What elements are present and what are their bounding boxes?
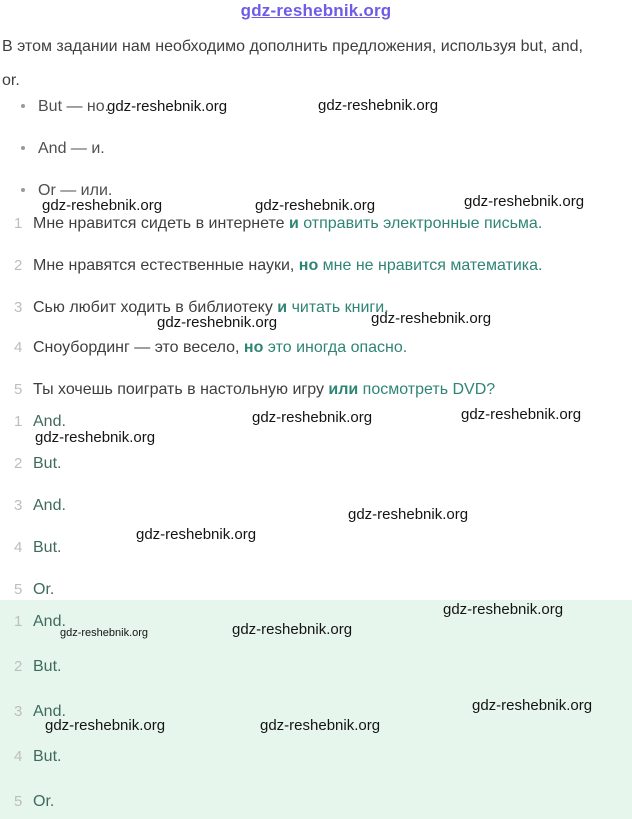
glossary-text: But — но. (38, 98, 110, 115)
answer-number: 3 (14, 497, 23, 514)
highlighted-answer-row (14, 793, 628, 811)
answer-row (14, 455, 628, 473)
task-number: 1 (14, 215, 23, 232)
task-row (14, 381, 628, 399)
task-text-post: отправить электронные письма. (298, 215, 543, 232)
answer-text: And. (33, 413, 66, 430)
bullet-icon (21, 104, 25, 108)
answer-row (14, 539, 628, 557)
task-text-pre: Мне нравится сидеть в интернете (33, 215, 289, 232)
answer-row (14, 581, 628, 599)
watermark-text: gdz-reshebnik.org (136, 526, 257, 543)
watermark-text: gdz-reshebnik.org (464, 193, 585, 210)
site-logo-link[interactable]: gdz-reshebnik.org (240, 1, 392, 20)
glossary-item (21, 98, 109, 116)
watermark-text: gdz-reshebnik.org (252, 409, 373, 426)
watermark-text: gdz-reshebnik.org (443, 601, 564, 618)
answer-number: 2 (14, 658, 23, 675)
watermark-text: gdz-reshebnik.org (461, 406, 582, 423)
answer-text: Or. (33, 581, 55, 598)
watermark-text: gdz-reshebnik.org (60, 627, 149, 639)
watermark-text: gdz-reshebnik.org (472, 697, 593, 714)
answer-row (14, 497, 628, 515)
task-conjunction: и (288, 215, 299, 232)
watermark-text: gdz-reshebnik.org (35, 429, 156, 446)
task-number: 2 (14, 257, 23, 274)
answer-number: 2 (14, 455, 23, 472)
task-conjunction: и (277, 299, 288, 316)
task-number: 5 (14, 381, 23, 398)
answer-number: 5 (14, 793, 23, 810)
answer-number: 1 (14, 613, 23, 630)
watermark-text: gdz-reshebnik.org (42, 197, 163, 214)
task-text-pre: Мне нравятся естественные науки, (33, 257, 299, 274)
answer-text: But. (33, 748, 62, 765)
task-text-post: посмотреть DVD? (358, 381, 496, 398)
task-number: 3 (14, 299, 23, 316)
answer-number: 4 (14, 539, 23, 556)
watermark-text: gdz-reshebnik.org (260, 717, 381, 734)
answer-text: And. (33, 613, 66, 630)
task-text-post: мне не нравится математика. (318, 257, 543, 274)
task-row (14, 257, 628, 275)
watermark-text: gdz-reshebnik.org (318, 97, 439, 114)
answer-number: 4 (14, 748, 23, 765)
task-text-pre: Сноубординг — это весело, (33, 339, 244, 356)
answer-text: But. (33, 455, 62, 472)
bullet-icon (21, 146, 25, 150)
answer-text: But. (33, 539, 62, 556)
watermark-text: gdz-reshebnik.org (255, 197, 376, 214)
task-text-post: читать книги. (287, 299, 389, 316)
task-conjunction: или (328, 381, 359, 398)
answer-number: 1 (14, 413, 23, 430)
task-text-post: это иногда опасно. (263, 339, 408, 356)
task-row (14, 339, 628, 357)
watermark-text: gdz-reshebnik.org (157, 314, 278, 331)
task-conjunction: но (243, 339, 264, 356)
highlighted-answer-row (14, 748, 628, 766)
bullet-icon (21, 188, 25, 192)
watermark-text: gdz-reshebnik.org (107, 98, 228, 115)
glossary-text: Or — или. (38, 182, 113, 199)
answer-number: 5 (14, 581, 23, 598)
task-number: 4 (14, 339, 23, 356)
task-text-pre: Ты хочешь поиграть в настольную игру (33, 381, 329, 398)
task-conjunction: но (298, 257, 319, 274)
task-text-pre: Сью любит ходить в библиотеку (33, 299, 278, 316)
answer-number: 3 (14, 703, 23, 720)
task-row (14, 299, 628, 317)
intro-paragraph: В этом задании нам необходимо дополнить предложения, используя but, and, or. (2, 38, 583, 89)
answer-text: And. (33, 497, 66, 514)
watermark-text: gdz-reshebnik.org (371, 310, 492, 327)
watermark-text: gdz-reshebnik.org (348, 506, 469, 523)
glossary-text: And — и. (38, 140, 105, 157)
answer-text: And. (33, 703, 66, 720)
watermark-text: gdz-reshebnik.org (45, 717, 166, 734)
highlighted-answer-row (14, 658, 628, 676)
answer-text: Or. (33, 793, 55, 810)
watermark-text: gdz-reshebnik.org (232, 621, 353, 638)
glossary-item (21, 140, 105, 158)
answer-text: But. (33, 658, 62, 675)
task-row (14, 215, 628, 233)
